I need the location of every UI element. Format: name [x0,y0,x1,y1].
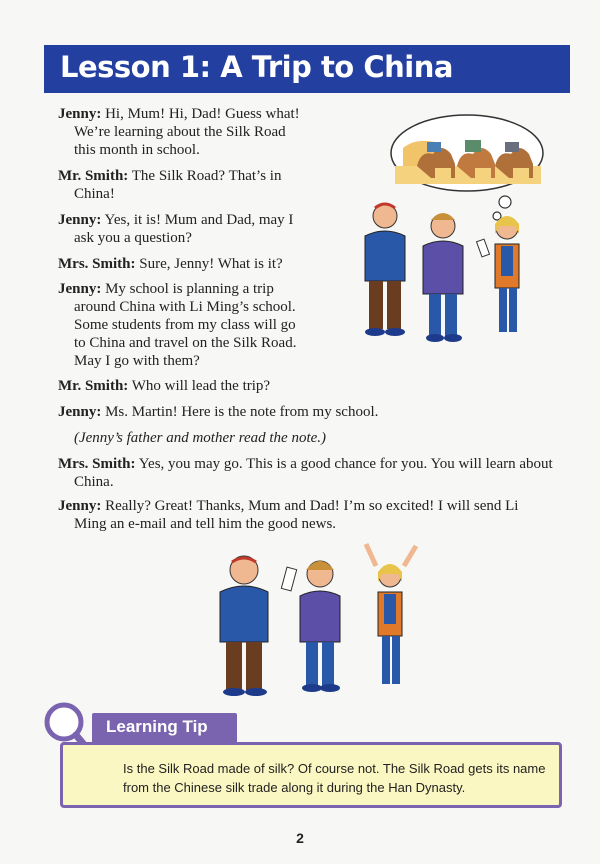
learning-tip-box [60,742,562,808]
page-number: 2 [296,830,304,846]
dialogue-line-6: Mr. Smith: Who will lead the trip? [58,378,271,394]
stage-direction: (Jenny’s father and mother read the note.) [74,430,327,446]
learning-tip-tab [92,713,237,743]
dialogue-line-4: Mrs. Smith: Sure, Jenny! What is it? [58,256,283,272]
lesson-title: Lesson 1: A Trip to China [60,50,453,84]
mr-smith-with-note-figure [220,556,297,696]
family-thinking-illustration [355,108,570,358]
mr-smith-figure [365,204,405,336]
mrs-smith-figure [423,213,463,342]
dialogue-line-3: Jenny: Yes, it is! Mum and Dad, may I ask you a question? [58,212,294,246]
dialogue-line-9: Mrs. Smith: Yes, you may go. This is a good chance for you. You will learn about China. [58,456,553,490]
mrs-smith-clapping-figure [300,561,340,692]
dialogue-line-2: Mr. Smith: The Silk Road? That’s in China! [58,168,282,202]
dialogue-line-5: Jenny: My school is planning a trip around China with Li Ming’s school. Some students from my class will go to China and travel on the Silk Road. May I go with them? [58,281,297,369]
learning-tip-text: Is the Silk Road made of silk? Of course not. The Silk Road gets its name from the Chinese silk trade along it during the Han Dynasty. [123,761,546,795]
dialogue-line-1: Jenny: Hi, Mum! Hi, Dad! Guess what! We’re learning about the Silk Road this month in school. [58,106,300,158]
jenny-cheering-figure [366,544,416,684]
family-excited-illustration [200,540,440,705]
jenny-figure [477,216,519,332]
dialogue-line-7: Jenny: Ms. Martin! Here is the note from my school. [58,404,379,420]
lesson-title-bar [44,45,570,93]
learning-tip-label: Learning Tip [106,717,208,736]
dialogue-line-10: Jenny: Really? Great! Thanks, Mum and Dad! I’m so excited! I will send Li Ming an e-mail and tell him the good news. [58,498,519,532]
